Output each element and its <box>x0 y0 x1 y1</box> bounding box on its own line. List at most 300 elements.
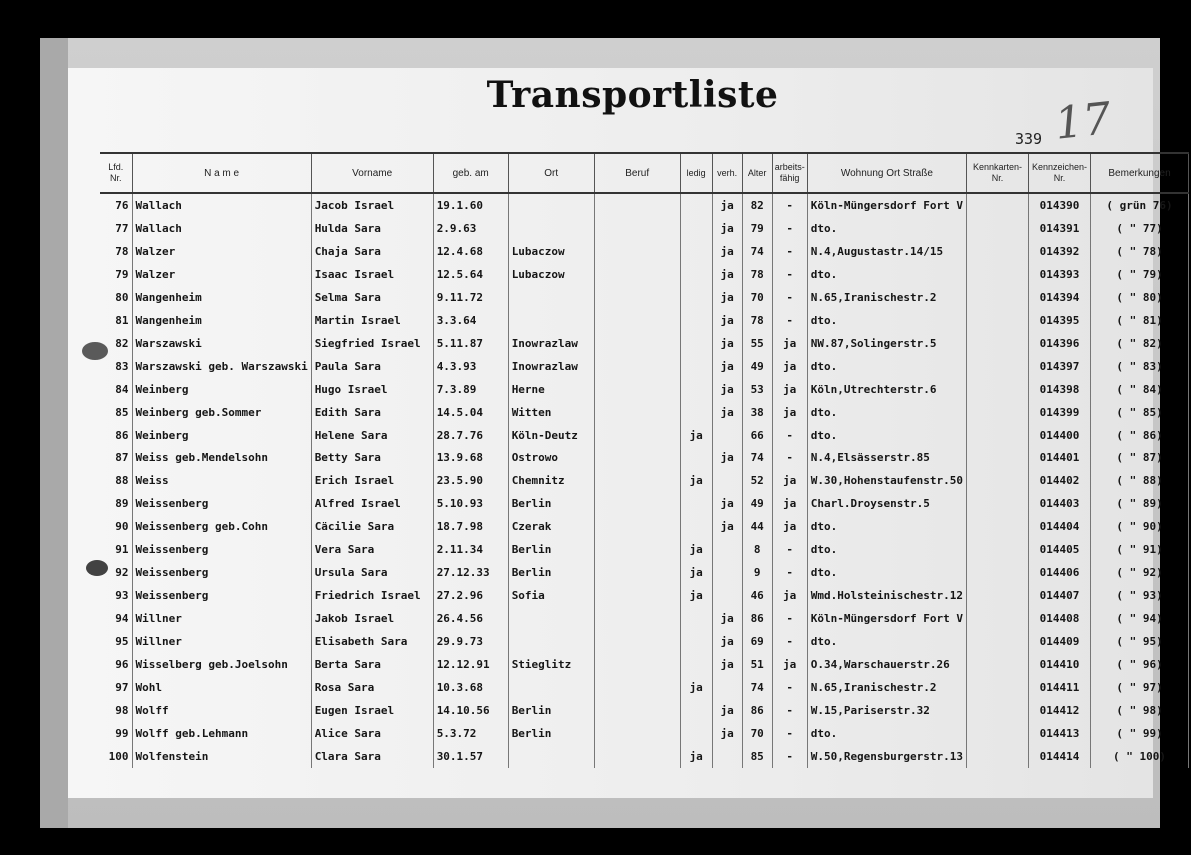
age-cell: 38 <box>742 401 772 424</box>
header-cell: N a m e <box>132 153 311 193</box>
verh-cell: ja <box>712 217 742 240</box>
beruf-cell <box>594 332 680 355</box>
verh-cell: ja <box>712 309 742 332</box>
beruf-cell <box>594 286 680 309</box>
remarks-cell: ( " 100) <box>1091 745 1189 768</box>
birthdate-cell: 26.4.56 <box>433 607 508 630</box>
place-cell: Czerak <box>508 515 594 538</box>
address-cell: dto. <box>807 401 966 424</box>
vorname-cell: Isaac Israel <box>311 263 433 286</box>
ledig-cell: ja <box>680 561 712 584</box>
name-cell: Wolfenstein <box>132 745 311 768</box>
name-cell: Weiss <box>132 469 311 492</box>
age-cell: 51 <box>742 653 772 676</box>
birthdate-cell: 14.10.56 <box>433 699 508 722</box>
remarks-cell: ( " 80) <box>1091 286 1189 309</box>
age-cell: 86 <box>742 699 772 722</box>
beruf-cell <box>594 469 680 492</box>
verh-cell: ja <box>712 446 742 469</box>
arbeitsfahig-cell: ja <box>772 332 807 355</box>
ledig-cell <box>680 653 712 676</box>
kennzeichen-cell: 014412 <box>1029 699 1091 722</box>
table-row <box>100 653 1189 676</box>
row-number: 82 <box>100 332 132 355</box>
place-cell: Inowrazlaw <box>508 355 594 378</box>
vorname-cell: Jakob Israel <box>311 607 433 630</box>
kennzeichen-cell: 014391 <box>1029 217 1091 240</box>
row-number: 78 <box>100 240 132 263</box>
table-row <box>100 424 1189 447</box>
vorname-cell: Clara Sara <box>311 745 433 768</box>
name-cell: Weiss geb.Mendelsohn <box>132 446 311 469</box>
header-cell: ledig <box>680 153 712 193</box>
row-number: 83 <box>100 355 132 378</box>
ledig-cell <box>680 515 712 538</box>
row-number: 95 <box>100 630 132 653</box>
name-cell: Weinberg geb.Sommer <box>132 401 311 424</box>
header-cell: Kennkarten-Nr. <box>967 153 1029 193</box>
place-cell <box>508 286 594 309</box>
verh-cell <box>712 469 742 492</box>
name-cell: Willner <box>132 630 311 653</box>
ledig-cell <box>680 332 712 355</box>
address-cell: dto. <box>807 217 966 240</box>
verh-cell: ja <box>712 193 742 217</box>
kennzeichen-cell: 014395 <box>1029 309 1091 332</box>
name-cell: Wangenheim <box>132 309 311 332</box>
remarks-cell: ( " 81) <box>1091 309 1189 332</box>
remarks-cell: ( " 77) <box>1091 217 1189 240</box>
verh-cell: ja <box>712 630 742 653</box>
kennzeichen-cell: 014398 <box>1029 378 1091 401</box>
header-row <box>100 153 1189 193</box>
beruf-cell <box>594 401 680 424</box>
verh-cell <box>712 745 742 768</box>
birthdate-cell: 10.3.68 <box>433 676 508 699</box>
row-number: 96 <box>100 653 132 676</box>
ledig-cell: ja <box>680 745 712 768</box>
table-row <box>100 446 1189 469</box>
name-cell: Wallach <box>132 193 311 217</box>
kennzeichen-cell: 014413 <box>1029 722 1091 745</box>
arbeitsfahig-cell: ja <box>772 584 807 607</box>
verh-cell: ja <box>712 355 742 378</box>
ledig-cell <box>680 607 712 630</box>
beruf-cell <box>594 492 680 515</box>
arbeitsfahig-cell: - <box>772 240 807 263</box>
kennkarte-cell <box>967 584 1029 607</box>
header-cell: Wohnung Ort Straße <box>807 153 966 193</box>
age-cell: 46 <box>742 584 772 607</box>
row-number: 79 <box>100 263 132 286</box>
name-cell: Weissenberg geb.Cohn <box>132 515 311 538</box>
header-cell: Beruf <box>594 153 680 193</box>
verh-cell: ja <box>712 722 742 745</box>
page-number: 339 <box>1015 130 1043 148</box>
kennzeichen-cell: 014408 <box>1029 607 1091 630</box>
birthdate-cell: 19.1.60 <box>433 193 508 217</box>
header-cell: geb. am <box>433 153 508 193</box>
table-row <box>100 286 1189 309</box>
remarks-cell: ( " 88) <box>1091 469 1189 492</box>
kennzeichen-cell: 014397 <box>1029 355 1091 378</box>
remarks-cell: ( " 86) <box>1091 424 1189 447</box>
arbeitsfahig-cell: - <box>772 263 807 286</box>
birthdate-cell: 29.9.73 <box>433 630 508 653</box>
beruf-cell <box>594 193 680 217</box>
beruf-cell <box>594 424 680 447</box>
age-cell: 74 <box>742 240 772 263</box>
age-cell: 74 <box>742 446 772 469</box>
address-cell: Köln-Müngersdorf Fort V <box>807 607 966 630</box>
vorname-cell: Paula Sara <box>311 355 433 378</box>
row-number: 77 <box>100 217 132 240</box>
table-row <box>100 309 1189 332</box>
table-row <box>100 469 1189 492</box>
kennzeichen-cell: 014409 <box>1029 630 1091 653</box>
beruf-cell <box>594 309 680 332</box>
row-number: 84 <box>100 378 132 401</box>
age-cell: 70 <box>742 286 772 309</box>
arbeitsfahig-cell: - <box>772 446 807 469</box>
arbeitsfahig-cell: - <box>772 676 807 699</box>
birthdate-cell: 2.9.63 <box>433 217 508 240</box>
vorname-cell: Friedrich Israel <box>311 584 433 607</box>
remarks-cell: ( " 89) <box>1091 492 1189 515</box>
verh-cell <box>712 424 742 447</box>
remarks-cell: ( " 95) <box>1091 630 1189 653</box>
address-cell: O.34,Warschauerstr.26 <box>807 653 966 676</box>
name-cell: Wisselberg geb.Joelsohn <box>132 653 311 676</box>
arbeitsfahig-cell: - <box>772 630 807 653</box>
beruf-cell <box>594 699 680 722</box>
verh-cell: ja <box>712 240 742 263</box>
age-cell: 70 <box>742 722 772 745</box>
kennkarte-cell <box>967 286 1029 309</box>
arbeitsfahig-cell: - <box>772 607 807 630</box>
row-number: 76 <box>100 193 132 217</box>
place-cell <box>508 745 594 768</box>
row-number: 100 <box>100 745 132 768</box>
place-cell <box>508 676 594 699</box>
beruf-cell <box>594 722 680 745</box>
header-cell: Bemerkungen <box>1091 153 1189 193</box>
arbeitsfahig-cell: - <box>772 424 807 447</box>
address-cell: dto. <box>807 515 966 538</box>
birthdate-cell: 14.5.04 <box>433 401 508 424</box>
remarks-cell: ( " 94) <box>1091 607 1189 630</box>
kennkarte-cell <box>967 332 1029 355</box>
age-cell: 55 <box>742 332 772 355</box>
arbeitsfahig-cell: ja <box>772 401 807 424</box>
remarks-cell: ( " 85) <box>1091 401 1189 424</box>
address-cell: dto. <box>807 263 966 286</box>
row-number: 87 <box>100 446 132 469</box>
ledig-cell <box>680 286 712 309</box>
age-cell: 8 <box>742 538 772 561</box>
birthdate-cell: 23.5.90 <box>433 469 508 492</box>
age-cell: 53 <box>742 378 772 401</box>
place-cell <box>508 309 594 332</box>
address-cell: Köln,Utrechterstr.6 <box>807 378 966 401</box>
film-edge <box>40 38 68 828</box>
vorname-cell: Siegfried Israel <box>311 332 433 355</box>
row-number: 80 <box>100 286 132 309</box>
ledig-cell <box>680 263 712 286</box>
age-cell: 78 <box>742 263 772 286</box>
header-cell: Alter <box>742 153 772 193</box>
place-cell: Witten <box>508 401 594 424</box>
name-cell: Walzer <box>132 263 311 286</box>
kennzeichen-cell: 014392 <box>1029 240 1091 263</box>
header-cell: arbeits-fähig <box>772 153 807 193</box>
arbeitsfahig-cell: - <box>772 745 807 768</box>
kennkarte-cell <box>967 355 1029 378</box>
arbeitsfahig-cell: - <box>772 561 807 584</box>
birthdate-cell: 5.3.72 <box>433 722 508 745</box>
vorname-cell: Chaja Sara <box>311 240 433 263</box>
birthdate-cell: 27.2.96 <box>433 584 508 607</box>
handwritten-number: 17 <box>1052 93 1114 150</box>
kennzeichen-cell: 014406 <box>1029 561 1091 584</box>
vorname-cell: Alice Sara <box>311 722 433 745</box>
verh-cell: ja <box>712 378 742 401</box>
address-cell: W.15,Pariserstr.32 <box>807 699 966 722</box>
table-row <box>100 515 1189 538</box>
place-cell: Stieglitz <box>508 653 594 676</box>
arbeitsfahig-cell: - <box>772 309 807 332</box>
table-row <box>100 401 1189 424</box>
table-row <box>100 355 1189 378</box>
birthdate-cell: 12.12.91 <box>433 653 508 676</box>
arbeitsfahig-cell: ja <box>772 653 807 676</box>
table-row <box>100 217 1189 240</box>
name-cell: Weissenberg <box>132 561 311 584</box>
row-number: 88 <box>100 469 132 492</box>
verh-cell: ja <box>712 653 742 676</box>
birthdate-cell: 5.11.87 <box>433 332 508 355</box>
name-cell: Walzer <box>132 240 311 263</box>
age-cell: 52 <box>742 469 772 492</box>
place-cell <box>508 217 594 240</box>
address-cell: N.65,Iranischestr.2 <box>807 286 966 309</box>
address-cell: dto. <box>807 538 966 561</box>
verh-cell: ja <box>712 332 742 355</box>
kennkarte-cell <box>967 263 1029 286</box>
kennzeichen-cell: 014403 <box>1029 492 1091 515</box>
address-cell: W.30,Hohenstaufenstr.50 <box>807 469 966 492</box>
birthdate-cell: 7.3.89 <box>433 378 508 401</box>
name-cell: Weinberg <box>132 424 311 447</box>
name-cell: Willner <box>132 607 311 630</box>
arbeitsfahig-cell: ja <box>772 515 807 538</box>
vorname-cell: Jacob Israel <box>311 193 433 217</box>
vorname-cell: Eugen Israel <box>311 699 433 722</box>
address-cell: Wmd.Holsteinischestr.12 <box>807 584 966 607</box>
verh-cell <box>712 676 742 699</box>
remarks-cell: ( " 96) <box>1091 653 1189 676</box>
row-number: 90 <box>100 515 132 538</box>
birthdate-cell: 28.7.76 <box>433 424 508 447</box>
table-row <box>100 332 1189 355</box>
header-cell: verh. <box>712 153 742 193</box>
row-number: 93 <box>100 584 132 607</box>
ledig-cell: ja <box>680 424 712 447</box>
address-cell: N.65,Iranischestr.2 <box>807 676 966 699</box>
beruf-cell <box>594 584 680 607</box>
header-cell: Ort <box>508 153 594 193</box>
kennkarte-cell <box>967 607 1029 630</box>
address-cell: N.4,Elsässerstr.85 <box>807 446 966 469</box>
table-row <box>100 607 1189 630</box>
arbeitsfahig-cell: - <box>772 538 807 561</box>
row-number: 81 <box>100 309 132 332</box>
remarks-cell: ( " 84) <box>1091 378 1189 401</box>
place-cell <box>508 193 594 217</box>
place-cell: Lubaczow <box>508 240 594 263</box>
verh-cell: ja <box>712 515 742 538</box>
verh-cell <box>712 561 742 584</box>
arbeitsfahig-cell: ja <box>772 355 807 378</box>
vorname-cell: Edith Sara <box>311 401 433 424</box>
beruf-cell <box>594 676 680 699</box>
name-cell: Warszawski <box>132 332 311 355</box>
beruf-cell <box>594 561 680 584</box>
vorname-cell: Martin Israel <box>311 309 433 332</box>
age-cell: 49 <box>742 492 772 515</box>
page-title: Transportliste <box>486 74 779 116</box>
name-cell: Wolff <box>132 699 311 722</box>
beruf-cell <box>594 607 680 630</box>
age-cell: 82 <box>742 193 772 217</box>
kennzeichen-cell: 014390 <box>1029 193 1091 217</box>
remarks-cell: ( " 92) <box>1091 561 1189 584</box>
beruf-cell <box>594 653 680 676</box>
address-cell: dto. <box>807 630 966 653</box>
table-row <box>100 263 1189 286</box>
kennzeichen-cell: 014414 <box>1029 745 1091 768</box>
kennzeichen-cell: 014399 <box>1029 401 1091 424</box>
name-cell: Weissenberg <box>132 584 311 607</box>
table-body <box>100 193 1189 768</box>
vorname-cell: Vera Sara <box>311 538 433 561</box>
kennzeichen-cell: 014394 <box>1029 286 1091 309</box>
kennkarte-cell <box>967 676 1029 699</box>
remarks-cell: ( " 83) <box>1091 355 1189 378</box>
kennkarte-cell <box>967 699 1029 722</box>
place-cell: Berlin <box>508 722 594 745</box>
birthdate-cell: 4.3.93 <box>433 355 508 378</box>
remarks-cell: ( " 93) <box>1091 584 1189 607</box>
kennzeichen-cell: 014405 <box>1029 538 1091 561</box>
header-cell: Lfd. Nr. <box>100 153 132 193</box>
place-cell: Sofia <box>508 584 594 607</box>
remarks-cell: ( " 98) <box>1091 699 1189 722</box>
vorname-cell: Erich Israel <box>311 469 433 492</box>
kennkarte-cell <box>967 745 1029 768</box>
name-cell: Weissenberg <box>132 538 311 561</box>
place-cell <box>508 607 594 630</box>
row-number: 99 <box>100 722 132 745</box>
vorname-cell: Rosa Sara <box>311 676 433 699</box>
verh-cell: ja <box>712 492 742 515</box>
kennkarte-cell <box>967 515 1029 538</box>
vorname-cell: Alfred Israel <box>311 492 433 515</box>
age-cell: 66 <box>742 424 772 447</box>
vorname-cell: Cäcilie Sara <box>311 515 433 538</box>
age-cell: 78 <box>742 309 772 332</box>
row-number: 91 <box>100 538 132 561</box>
verh-cell <box>712 584 742 607</box>
verh-cell: ja <box>712 699 742 722</box>
birthdate-cell: 12.4.68 <box>433 240 508 263</box>
table-row <box>100 676 1189 699</box>
kennzeichen-cell: 014411 <box>1029 676 1091 699</box>
table-row <box>100 538 1189 561</box>
verh-cell: ja <box>712 286 742 309</box>
row-number: 94 <box>100 607 132 630</box>
address-cell: dto. <box>807 424 966 447</box>
name-cell: Wangenheim <box>132 286 311 309</box>
arbeitsfahig-cell: ja <box>772 469 807 492</box>
vorname-cell: Selma Sara <box>311 286 433 309</box>
arbeitsfahig-cell: - <box>772 699 807 722</box>
remarks-cell: ( " 99) <box>1091 722 1189 745</box>
table-row <box>100 630 1189 653</box>
ledig-cell <box>680 217 712 240</box>
beruf-cell <box>594 217 680 240</box>
kennkarte-cell <box>967 378 1029 401</box>
kennkarte-cell <box>967 561 1029 584</box>
age-cell: 69 <box>742 630 772 653</box>
vorname-cell: Hugo Israel <box>311 378 433 401</box>
birthdate-cell: 3.3.64 <box>433 309 508 332</box>
ledig-cell: ja <box>680 584 712 607</box>
place-cell: Ostrowo <box>508 446 594 469</box>
name-cell: Warszawski geb. Warszawski <box>132 355 311 378</box>
remarks-cell: ( " 78) <box>1091 240 1189 263</box>
kennkarte-cell <box>967 653 1029 676</box>
beruf-cell <box>594 446 680 469</box>
kennkarte-cell <box>967 492 1029 515</box>
kennkarte-cell <box>967 630 1029 653</box>
birthdate-cell: 12.5.64 <box>433 263 508 286</box>
ledig-cell <box>680 378 712 401</box>
kennkarte-cell <box>967 469 1029 492</box>
place-cell <box>508 630 594 653</box>
arbeitsfahig-cell: - <box>772 193 807 217</box>
kennkarte-cell <box>967 240 1029 263</box>
ledig-cell <box>680 492 712 515</box>
birthdate-cell: 27.12.33 <box>433 561 508 584</box>
address-cell: W.50,Regensburgerstr.13 <box>807 745 966 768</box>
ledig-cell: ja <box>680 676 712 699</box>
transport-table <box>100 152 1189 768</box>
beruf-cell <box>594 240 680 263</box>
name-cell: Wohl <box>132 676 311 699</box>
address-cell: dto. <box>807 561 966 584</box>
arbeitsfahig-cell: - <box>772 722 807 745</box>
verh-cell: ja <box>712 263 742 286</box>
arbeitsfahig-cell: - <box>772 217 807 240</box>
birthdate-cell: 5.10.93 <box>433 492 508 515</box>
place-cell: Lubaczow <box>508 263 594 286</box>
table-row <box>100 699 1189 722</box>
beruf-cell <box>594 630 680 653</box>
birthdate-cell: 30.1.57 <box>433 745 508 768</box>
table-row <box>100 561 1189 584</box>
ledig-cell <box>680 193 712 217</box>
